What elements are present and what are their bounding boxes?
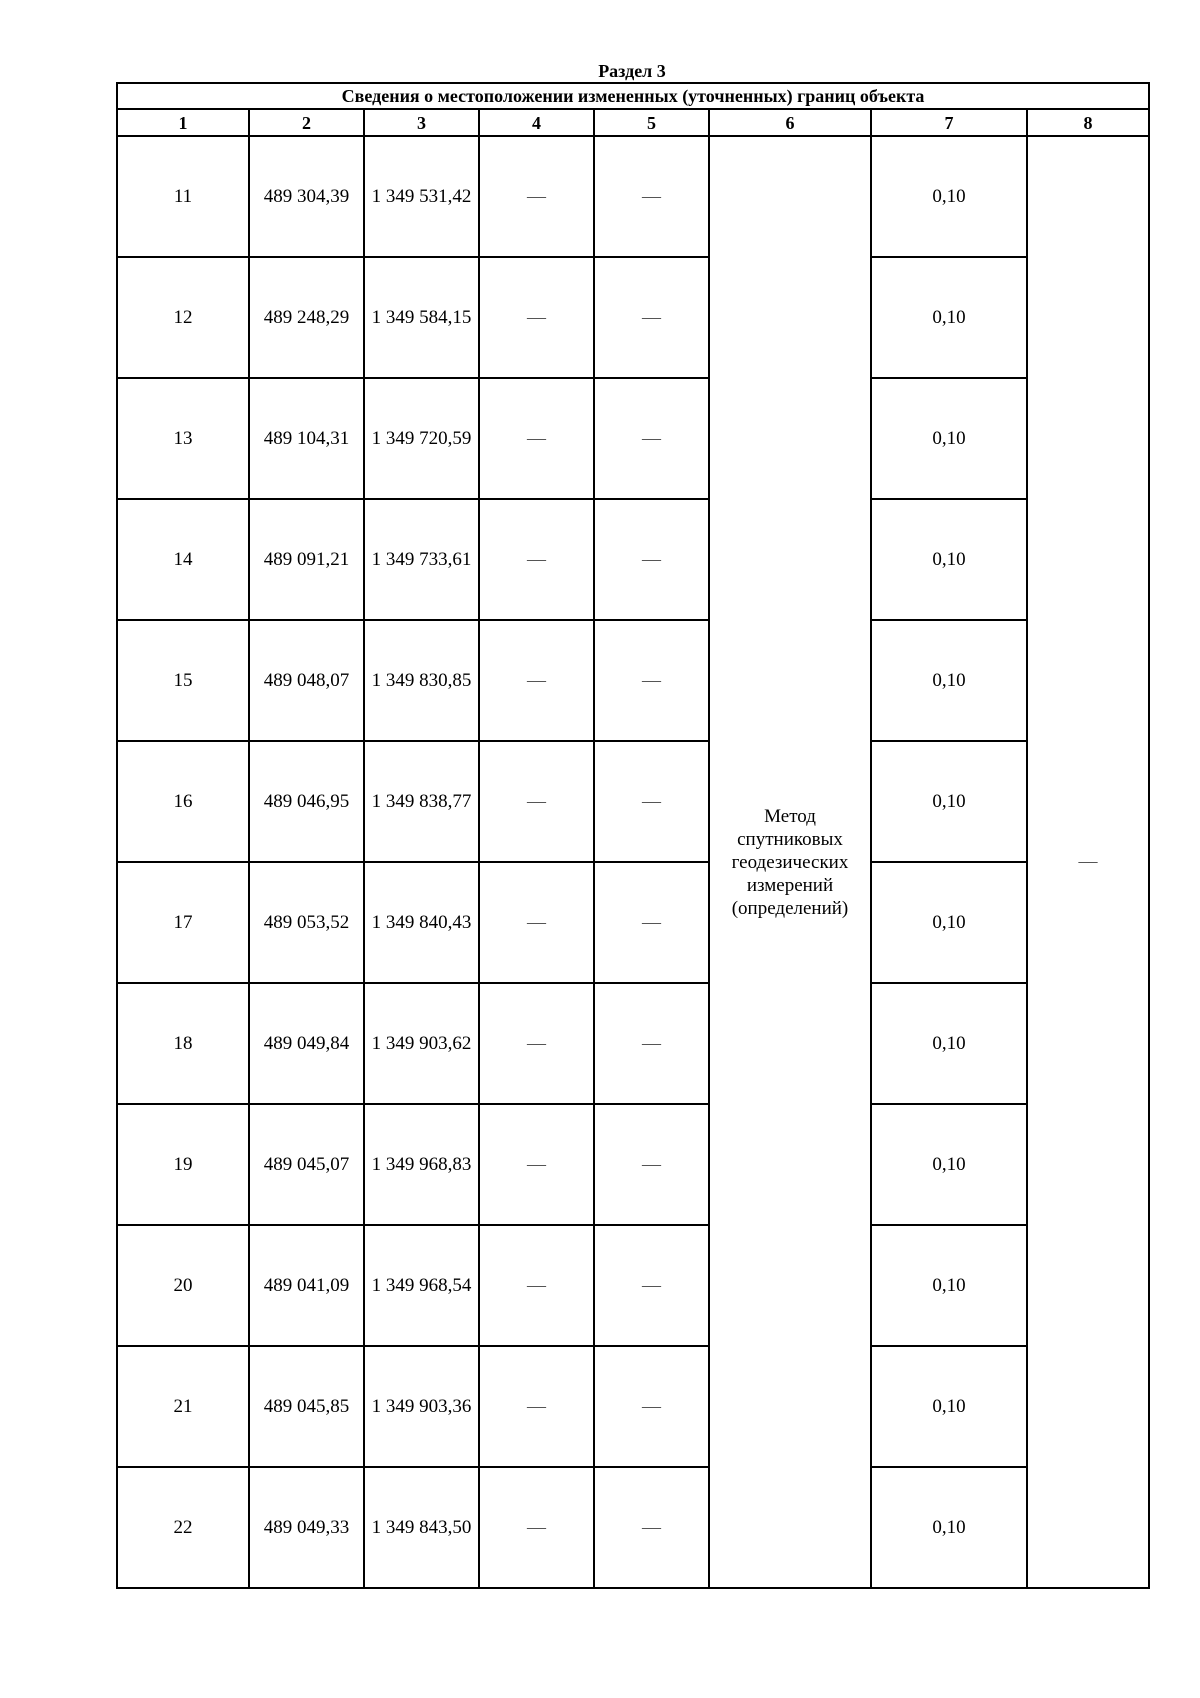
table-row [117,378,1149,499]
point-number-cell: 21 [117,1346,249,1467]
column-5-cell: — [594,499,709,620]
column-header-6: 6 [709,109,871,136]
point-number-cell: 13 [117,378,249,499]
x-coordinate-cell: 489 041,09 [249,1225,364,1346]
x-coordinate-cell: 489 248,29 [249,257,364,378]
column-5-cell: — [594,136,709,257]
table-row [117,1104,1149,1225]
y-coordinate-cell: 1 349 840,43 [364,862,479,983]
y-coordinate-cell: 1 349 903,36 [364,1346,479,1467]
x-coordinate-cell: 489 049,33 [249,1467,364,1588]
column-4-cell: — [479,257,594,378]
point-number-cell: 22 [117,1467,249,1588]
table-row [117,499,1149,620]
table-body [117,136,1149,1588]
column-4-cell: — [479,1104,594,1225]
column-header-2: 2 [249,109,364,136]
x-coordinate-cell: 489 045,85 [249,1346,364,1467]
column-4-cell: — [479,862,594,983]
boundary-coordinates-table [116,82,1150,1589]
column-header-8: 8 [1027,109,1149,136]
precision-cell: 0,10 [871,257,1027,378]
y-coordinate-cell: 1 349 584,15 [364,257,479,378]
column-5-cell: — [594,1225,709,1346]
column-4-cell: — [479,136,594,257]
column-header-1: 1 [117,109,249,136]
table-row [117,257,1149,378]
point-number-cell: 14 [117,499,249,620]
column-4-cell: — [479,741,594,862]
precision-cell: 0,10 [871,136,1027,257]
table-row [117,620,1149,741]
point-number-cell: 15 [117,620,249,741]
x-coordinate-cell: 489 053,52 [249,862,364,983]
x-coordinate-cell: 489 046,95 [249,741,364,862]
point-number-cell: 19 [117,1104,249,1225]
column-5-cell: — [594,1346,709,1467]
point-number-cell: 17 [117,862,249,983]
table-caption: Сведения о местоположении измененных (уточненных) границ объекта [117,83,1149,109]
column-5-cell: — [594,741,709,862]
column-5-cell: — [594,1104,709,1225]
y-coordinate-cell: 1 349 843,50 [364,1467,479,1588]
column-header-5: 5 [594,109,709,136]
y-coordinate-cell: 1 349 531,42 [364,136,479,257]
table-row [117,983,1149,1104]
y-coordinate-cell: 1 349 733,61 [364,499,479,620]
precision-cell: 0,10 [871,1104,1027,1225]
precision-cell: 0,10 [871,499,1027,620]
table-row [117,862,1149,983]
method-text-line: измерений [746,874,834,896]
table-row [117,1346,1149,1467]
point-number-cell: 18 [117,983,249,1104]
column-5-cell: — [594,257,709,378]
precision-cell: 0,10 [871,378,1027,499]
y-coordinate-cell: 1 349 968,83 [364,1104,479,1225]
precision-cell: 0,10 [871,1467,1027,1588]
column-4-cell: — [479,1225,594,1346]
column-4-cell: — [479,1467,594,1588]
column-4-cell: — [479,378,594,499]
precision-cell: 0,10 [871,1225,1027,1346]
x-coordinate-cell: 489 045,07 [249,1104,364,1225]
column-4-cell: — [479,620,594,741]
point-number-cell: 11 [117,136,249,257]
y-coordinate-cell: 1 349 903,62 [364,983,479,1104]
column-4-cell: — [479,983,594,1104]
table-row [117,1225,1149,1346]
method-text-line: Метод [764,805,816,827]
precision-cell: 0,10 [871,862,1027,983]
column-5-cell: — [594,620,709,741]
y-coordinate-cell: 1 349 968,54 [364,1225,479,1346]
column-5-cell: — [594,862,709,983]
table-row [117,136,1149,257]
column-5-cell: — [594,1467,709,1588]
method-text-line: геодезических [731,851,849,873]
y-coordinate-cell: 1 349 720,59 [364,378,479,499]
column-4-cell: — [479,499,594,620]
precision-cell: 0,10 [871,1346,1027,1467]
precision-cell: 0,10 [871,983,1027,1104]
column-5-cell: — [594,378,709,499]
table-row [117,1467,1149,1588]
column-5-cell: — [594,983,709,1104]
point-number-cell: 16 [117,741,249,862]
column-header-7: 7 [871,109,1027,136]
y-coordinate-cell: 1 349 830,85 [364,620,479,741]
method-text-line: спутниковых [737,828,843,850]
table-row [117,741,1149,862]
column-header-3: 3 [364,109,479,136]
section-title: Раздел 3 [598,61,666,81]
point-number-cell: 12 [117,257,249,378]
column-4-cell: — [479,1346,594,1467]
x-coordinate-cell: 489 049,84 [249,983,364,1104]
x-coordinate-cell: 489 304,39 [249,136,364,257]
y-coordinate-cell: 1 349 838,77 [364,741,479,862]
point-number-cell: 20 [117,1225,249,1346]
precision-cell: 0,10 [871,741,1027,862]
x-coordinate-cell: 489 104,31 [249,378,364,499]
column-8-cell: — [1027,136,1149,1588]
column-header-4: 4 [479,109,594,136]
x-coordinate-cell: 489 091,21 [249,499,364,620]
measurement-method-cell [709,136,871,1588]
x-coordinate-cell: 489 048,07 [249,620,364,741]
method-text-line: (определений) [731,897,849,919]
precision-cell: 0,10 [871,620,1027,741]
